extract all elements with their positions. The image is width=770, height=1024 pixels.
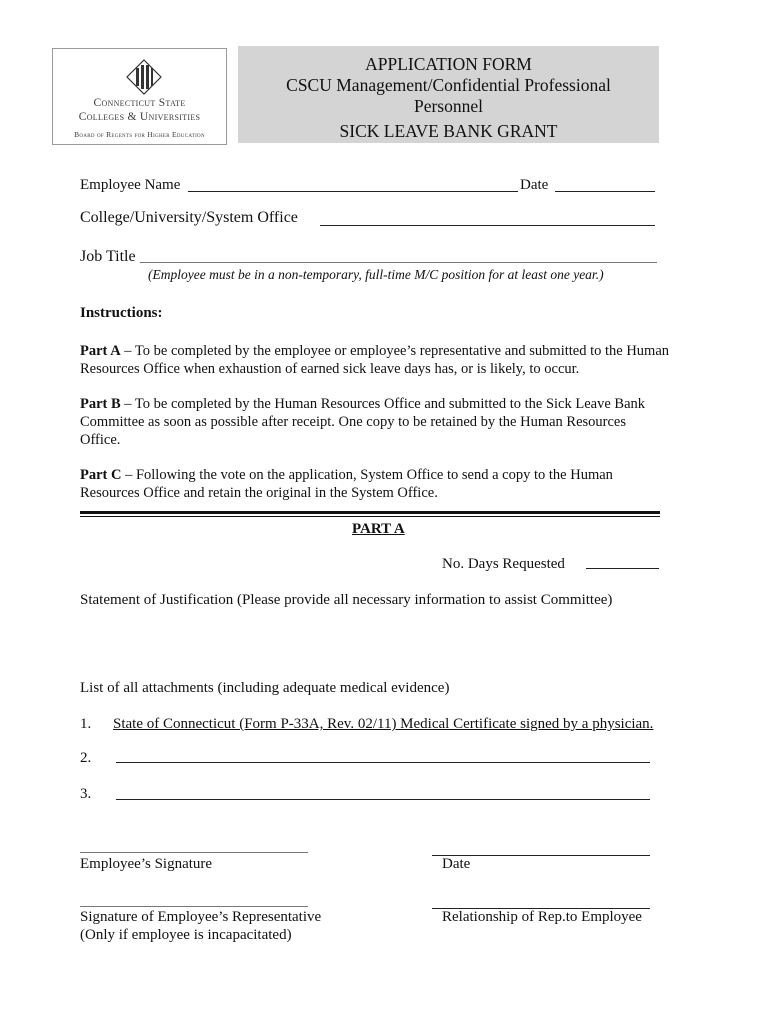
institution-logo — [52, 48, 227, 145]
attachment-1-number: 1. — [80, 716, 92, 732]
attachment-1-text: State of Connecticut (Form P-33A, Rev. 02/11) Medical Certificate signed by a physician. — [113, 716, 654, 732]
days-requested-label: No. Days Requested — [442, 556, 565, 572]
job-title-field[interactable] — [140, 262, 657, 263]
part-c-text: – Following the vote on the application, System Office to send a copy to the Human Resources Office and retain the original in the System Office. — [80, 467, 613, 501]
instruction-part-b — [80, 395, 670, 449]
college-label: College/University/System Office — [80, 209, 298, 226]
days-requested-field[interactable] — [586, 568, 659, 569]
part-b-text: – To be completed by the Human Resources Office and submitted to the Sick Leave Bank Committee as soon as possible after receipt. One copy to be retained by the Human Resources Office. — [80, 396, 646, 448]
part-a-label: Part A — [80, 343, 121, 359]
form-subtitle-line2: Personnel — [413, 96, 484, 116]
employee-signature-field[interactable] — [80, 852, 308, 853]
college-field[interactable] — [320, 225, 655, 226]
instruction-part-a — [80, 342, 670, 378]
signature-date-label: Date — [442, 856, 471, 872]
job-title-label: Job Title — [80, 248, 136, 265]
attachment-3-field[interactable] — [116, 799, 650, 800]
form-title-box — [238, 46, 659, 143]
form-title: APPLICATION FORM — [365, 54, 532, 74]
logo-text-line1: Connecticut State — [93, 97, 186, 109]
instructions-heading: Instructions: — [80, 305, 163, 321]
attachments-heading: List of all attachments (including adequate medical evidence) — [80, 680, 450, 696]
rep-signature-label: Signature of Employee’s Representative — [80, 909, 322, 925]
logo-text-line2: Colleges & Universities — [78, 111, 201, 123]
attachment-3-number: 3. — [80, 786, 92, 802]
instruction-part-c — [80, 466, 670, 502]
part-a-text: – To be completed by the employee or employee’s representative and submitted to the Human Resources Office when exhaustion of earned sick leave days has, or is likely, to occur. — [80, 343, 670, 377]
part-b-label: Part B — [80, 396, 121, 412]
relationship-label: Relationship of Rep.to Employee — [442, 909, 642, 925]
part-a-title: PART A — [352, 521, 405, 537]
justification-field[interactable] — [80, 614, 660, 674]
attachment-2-number: 2. — [80, 750, 92, 766]
employee-name-label: Employee Name — [80, 177, 181, 193]
employee-name-field[interactable] — [188, 191, 518, 192]
section-divider-thin — [80, 516, 660, 517]
date-field[interactable] — [555, 191, 655, 192]
rep-signature-field[interactable] — [80, 906, 308, 907]
employee-signature-label: Employee’s Signature — [80, 856, 213, 872]
form-subtitle-line1: CSCU Management/Confidential Professional — [286, 75, 611, 95]
form-subtitle-line3: SICK LEAVE BANK GRANT — [339, 121, 558, 141]
justification-label: Statement of Justification (Please provide all necessary information to assist Committee) — [80, 592, 613, 608]
section-divider-thick — [80, 511, 660, 514]
date-label: Date — [520, 177, 549, 193]
rep-signature-note: (Only if employee is incapacitated) — [80, 927, 292, 943]
logo-text-line3: Board of Regents for Higher Education — [74, 130, 205, 139]
attachment-2-field[interactable] — [116, 762, 650, 763]
logo-mark-icon — [126, 59, 162, 95]
job-title-note: (Employee must be in a non-temporary, full-time M/C position for at least one year.) — [148, 267, 604, 282]
part-c-label: Part C — [80, 467, 122, 483]
